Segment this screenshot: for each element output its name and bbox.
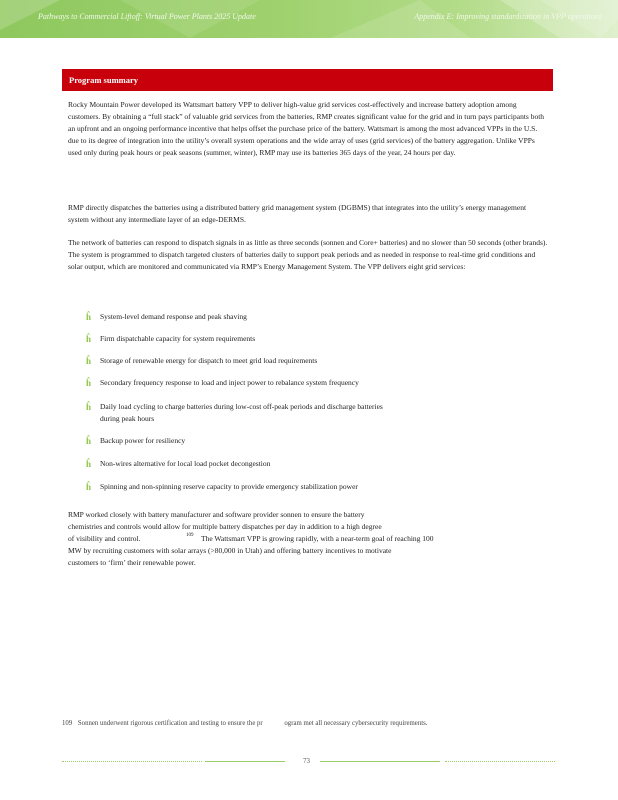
section-banner (62, 69, 553, 91)
header-document-title: Pathways to Commercial Liftoff: Virtual Power Plants 2025 Update (38, 12, 256, 21)
footer-rule-left-solid (205, 761, 285, 762)
list-item-text: System-level demand response and peak shaving (100, 312, 247, 321)
footnote-text-continued: ogram met all necessary cybersecurity requirements. (284, 720, 428, 727)
section-title: Program summary (69, 75, 139, 85)
header-section-title: Appendix E: Improving standardization in VPP operations (414, 12, 602, 21)
list-item-text: Backup power for resiliency (100, 436, 186, 445)
bullet-icon: ĥ (86, 334, 92, 344)
page-number: 73 (303, 757, 310, 765)
closing-line: MW by recruiting customers with solar arrays (>80,000 in Utah) and offering battery incentives to motivate (68, 546, 392, 555)
page-header (0, 0, 618, 38)
bullet-icon: ĥ (86, 402, 92, 412)
closing-line (68, 533, 548, 545)
footer-rule-right-solid (320, 761, 440, 762)
closing-line-text: of visibility and control. (68, 534, 141, 543)
footer-rule-right (445, 761, 555, 762)
closing-line-text: The Wattsmart VPP is growing rapidly, with a near-term goal of reaching 100 (201, 534, 434, 543)
bullet-icon: ĥ (86, 482, 92, 492)
bullet-icon: ĥ (86, 436, 92, 446)
closing-line: chemistries and controls would allow for multiple battery dispatches per day in addition to a high degree (68, 522, 382, 531)
paragraph-dispatch: RMP directly dispatches the batteries using a distributed battery grid management system (DGBMS) that integrates into the utility’s energy management system without any intermediate layer of an edge-DERMS. (68, 203, 527, 224)
list-item-text: Secondary frequency response to load and inject power to rebalance system frequency (100, 378, 359, 387)
bullet-icon: ĥ (86, 312, 92, 322)
list-item-text: Spinning and non-spinning reserve capacity to provide emergency stabilization power (100, 482, 358, 491)
bullet-icon: ĥ (86, 356, 92, 366)
footnote-text: Sonnen underwent rigorous certification and testing to ensure the pr (77, 720, 263, 727)
footer-rule-left (62, 761, 202, 762)
closing-line: customers to ‘firm’ their renewable power. (68, 558, 196, 567)
bullet-icon: ĥ (86, 459, 92, 469)
paragraph-intro: Rocky Mountain Power developed its Wattsmart battery VPP to deliver high-value grid services cost-effectively and increase battery adoption among customers. By obtaining a “full stack” of valuable grid services from the batteries, RMP creates significant value for the grid and in turn pays participants both an upfront and an ongoing performance incentive that helps offset the purchase price of the battery. Wattsmart is among the most advanced VPPs in the U.S. due to its degree of integration into the utility’s overall system operations and the wide array of uses (grid services) of the battery aggregation. Unlike VPPs used only during peak hours or peak seasons (summer, winter), RMP may use its batteries 365 days of the year, 24 hours per day. (68, 100, 545, 157)
footnote-number: 109 (62, 720, 73, 727)
closing-line: RMP worked closely with battery manufacturer and software provider sonnen to ensure the battery (68, 510, 365, 519)
list-item-text: Daily load cycling to charge batteries during low-cost off-peak periods and discharge batteries during peak hours (100, 402, 383, 423)
list-item-text: Firm dispatchable capacity for system requirements (100, 334, 256, 343)
bullet-icon: ĥ (86, 378, 92, 388)
list-item-text: Non-wires alternative for local load pocket decongestion (100, 459, 271, 468)
footnote (62, 720, 427, 727)
paragraph-closing (68, 509, 548, 569)
footnote-reference[interactable]: 109 (186, 533, 194, 538)
list-item-text: Storage of renewable energy for dispatch to meet grid load requirements (100, 356, 318, 365)
paragraph-network: The network of batteries can respond to dispatch signals in as little as three seconds (sonnen and Core+ batteries) and no slower than 50 seconds (other brands). The system is programmed to dispatch targeted clusters of batteries daily to support peak periods and as needed in response to real-time grid conditions and solar output, which are monitored and communicated via RMP’s Energy Management System. The VPP delivers eight grid services: (68, 238, 548, 271)
